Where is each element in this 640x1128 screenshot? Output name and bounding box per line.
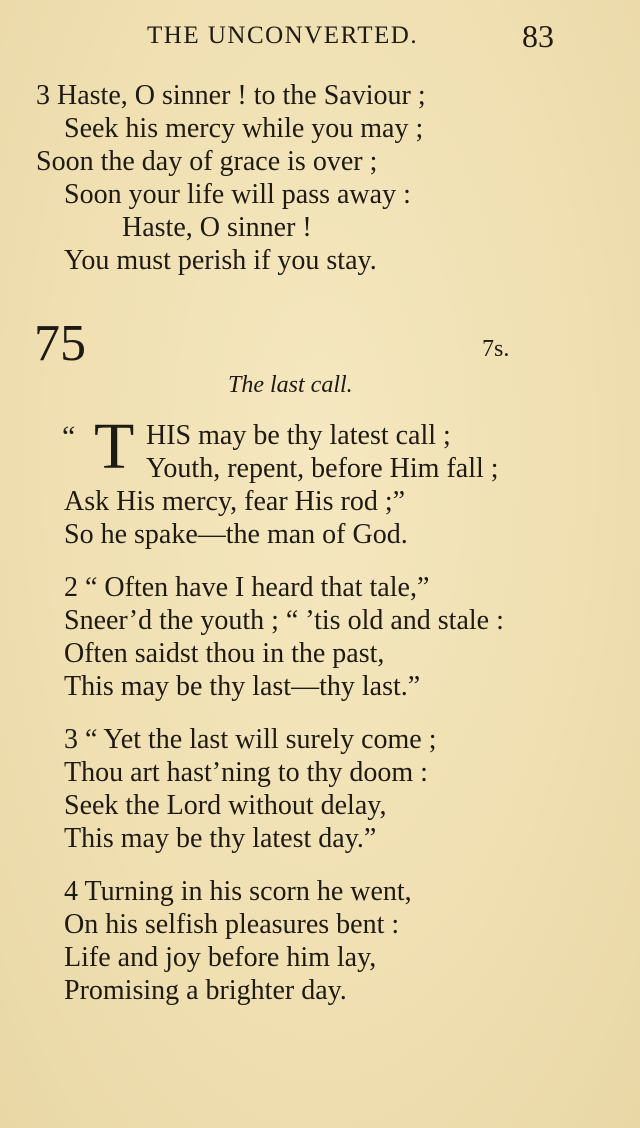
hymn-title: The last call. (228, 372, 353, 398)
stanza-line: Life and joy before him lay, (64, 942, 377, 973)
stanza-line: 2 “ Often have I heard that tale,” (64, 572, 430, 603)
stanza-line: Often saidst thou in the past, (64, 638, 385, 669)
stanza-line: 3 “ Yet the last will surely come ; (64, 724, 437, 755)
stanza-line: 4 Turning in his scorn he went, (64, 876, 412, 907)
stanza-line: Soon your life will pass away : (64, 179, 411, 210)
opening-quote: “ (62, 420, 76, 453)
stanza-line: On his selfish pleasures bent : (64, 909, 400, 940)
stanza-line: HIS may be thy latest call ; (146, 420, 451, 451)
stanza-line: Ask His mercy, fear His rod ;” (64, 486, 406, 517)
drop-cap: T (94, 410, 135, 483)
stanza-line: Haste, O sinner ! (122, 212, 312, 243)
stanza-line: 3 Haste, O sinner ! to the Saviour ; (36, 80, 426, 111)
running-title: THE UNCONVERTED. (147, 22, 419, 49)
stanza-line: This may be thy last—thy last.” (64, 671, 421, 702)
stanza-line: Sneer’d the youth ; “ ’tis old and stale : (64, 605, 504, 636)
stanza-line: Promising a brighter day. (64, 975, 347, 1006)
page-number: 83 (522, 18, 554, 54)
stanza-line: Thou art hast’ning to thy doom : (64, 757, 428, 788)
hymn-number: 75 (34, 315, 86, 372)
stanza-line: Youth, repent, before Him fall ; (146, 453, 499, 484)
hymn-meter: 7s. (482, 336, 510, 362)
stanza-line: Soon the day of grace is over ; (36, 146, 378, 177)
stanza-line: So he spake—the man of God. (64, 519, 408, 550)
stanza-line: This may be thy latest day.” (64, 823, 377, 854)
stanza-line: Seek his mercy while you may ; (64, 113, 424, 144)
stanza-line: Seek the Lord without delay, (64, 790, 387, 821)
stanza-line: You must perish if you stay. (64, 245, 377, 276)
